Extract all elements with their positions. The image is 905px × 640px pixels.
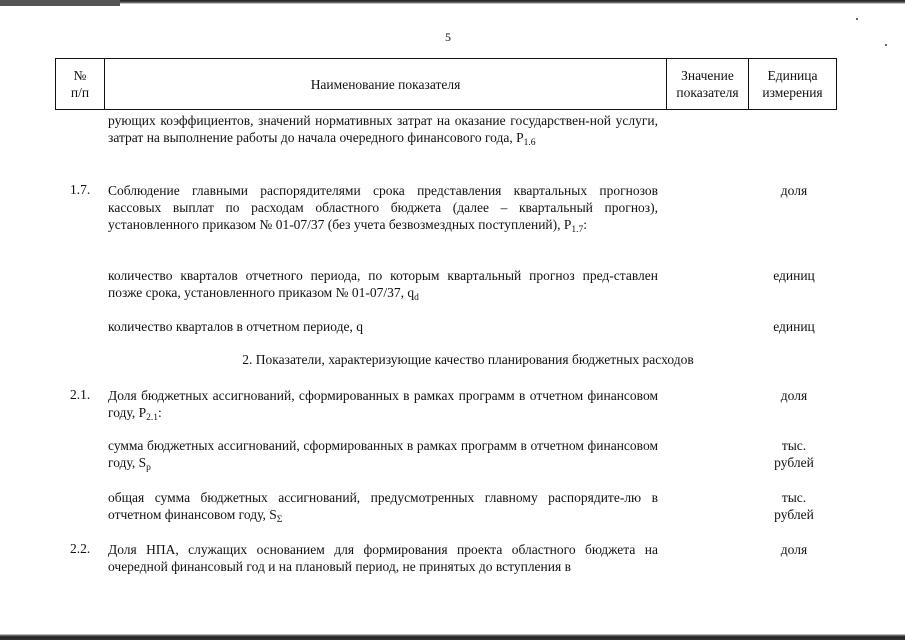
row-number: 2.1. xyxy=(70,387,91,402)
row-text-subscript: 2.1 xyxy=(146,413,158,423)
row-number: 2.2. xyxy=(70,541,91,556)
row-unit: доля xyxy=(780,183,808,198)
row-text-main: Доля бюджетных ассигнований, сформированных в рамках программ в отчетном финансовом году, P xyxy=(108,388,658,420)
row-text-main: сумма бюджетных ассигнований, сформированных в рамках программ в отчетном финансовом году, S xyxy=(108,438,658,470)
row-text-subscript: 1.7 xyxy=(571,225,584,235)
header-name: Наименование показателя xyxy=(105,59,667,109)
row-text xyxy=(108,182,658,233)
row-unit: единиц xyxy=(773,268,815,283)
row-text xyxy=(108,541,658,575)
row-unit xyxy=(750,437,838,471)
row-unit-line2: рублей xyxy=(774,455,814,470)
row-unit: доля xyxy=(780,542,808,557)
row-number: 1.7. xyxy=(70,182,91,197)
row-text-end: : xyxy=(157,405,162,420)
scan-speck xyxy=(885,44,887,46)
row-text-end: : xyxy=(583,217,588,232)
row-text-subscript: Σ xyxy=(276,515,283,525)
scan-edge-top-left xyxy=(0,0,120,6)
scan-edge-bottom xyxy=(0,634,905,640)
row-unit: доля xyxy=(780,388,808,403)
row-text xyxy=(108,267,658,301)
row-text-main: количество кварталов в отчетном периоде, q xyxy=(108,319,364,334)
row-unit-line1: тыс. xyxy=(781,438,807,453)
table-header xyxy=(55,58,837,110)
row-text-subscript: p xyxy=(146,463,151,473)
row-text xyxy=(108,387,658,421)
header-value: Значение показателя xyxy=(667,59,749,109)
row-text-main: Соблюдение главными распорядителями срока представления квартальных прогнозов кассовых выплат по расходам областного бюджета (далее – квартальный прогноз), установленного приказом № 01-07/37 (без учета безвозмездных поступлений), P xyxy=(108,183,658,232)
row-text xyxy=(108,318,658,335)
scan-edge-top xyxy=(0,0,905,4)
scan-speck xyxy=(856,18,858,20)
row-unit-line1: тыс. xyxy=(781,490,807,505)
row-text-subscript: 1.6 xyxy=(523,138,536,148)
row-text-main: количество кварталов отчетного периода, по которым квартальный прогноз пред-ставлен позже срока, установленного приказом № 01-07/37, q xyxy=(108,268,658,300)
section-title: 2. Показатели, характеризующие качество планирования бюджетных расходов xyxy=(242,352,694,367)
row-text-main: общая сумма бюджетных ассигнований, предусмотренных главному распорядите-лю в отчетном финансовом году, S xyxy=(108,490,658,522)
row-text-main: рующих коэффициентов, значений нормативных затрат на оказание государствен-ной услуги, затрат на выполнение работы до начала очередного финансового года, P xyxy=(108,113,658,145)
row-text xyxy=(108,437,658,471)
header-unit: Единица измерения xyxy=(762,68,823,100)
row-text-subscript: d xyxy=(414,293,419,303)
row-text-main: Доля НПА, служащих основанием для формирования проекта областного бюджета на очередной финансовый год и на плановый период, не принятых до вступления в xyxy=(108,542,658,574)
row-unit-line2: рублей xyxy=(774,507,814,522)
row-unit xyxy=(750,489,838,523)
page-number: 5 xyxy=(445,30,451,44)
row-text xyxy=(108,112,658,146)
row-text xyxy=(108,489,658,523)
row-unit: единиц xyxy=(773,319,815,334)
header-num: № п/п xyxy=(56,59,105,109)
